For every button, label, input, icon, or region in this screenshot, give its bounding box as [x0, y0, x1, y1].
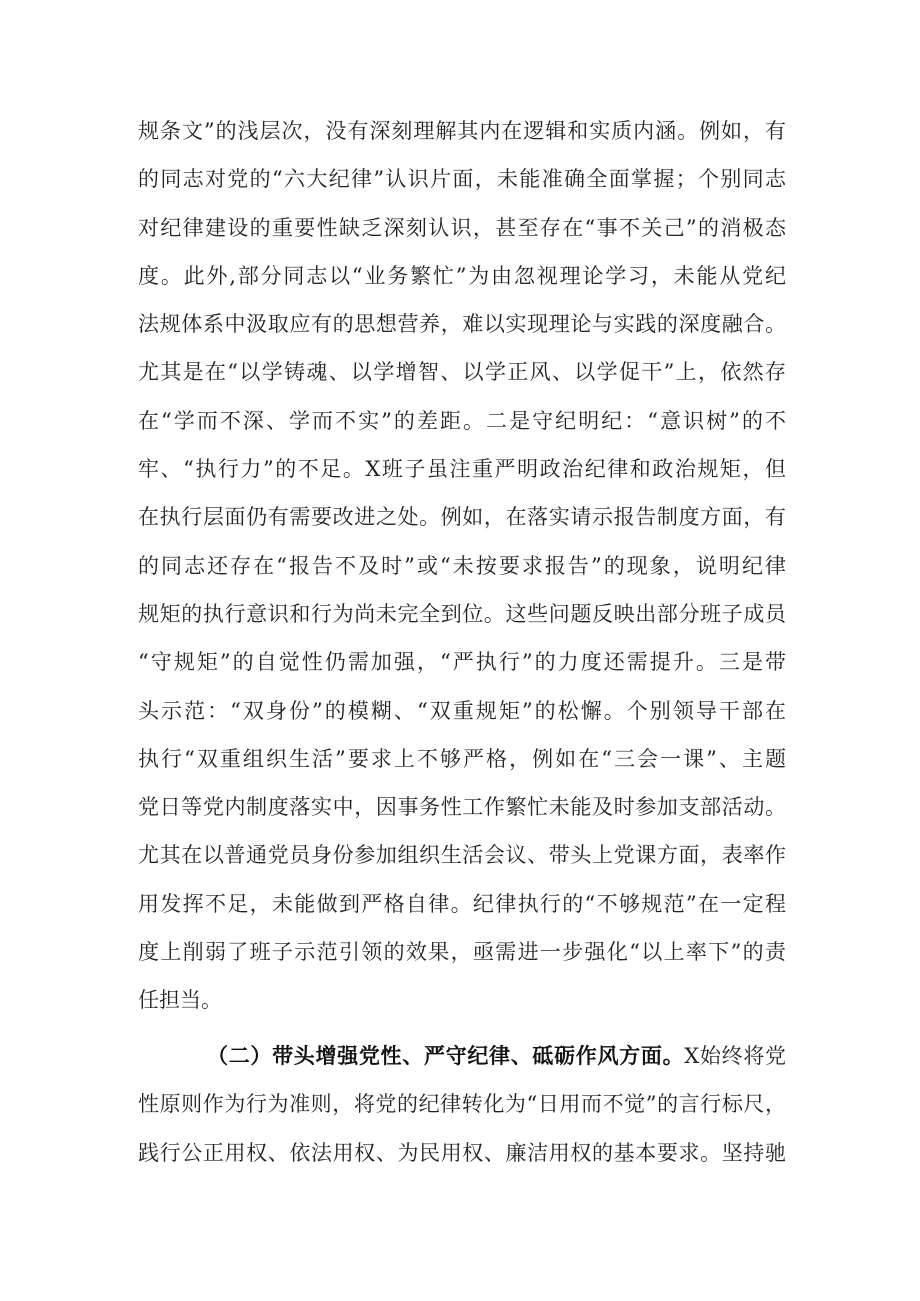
text-line: 尤其是在“以学铸魂、以学增智、以学正风、以学促干”上，依然存 — [138, 360, 786, 385]
text-line: 对纪律建设的重要性缺乏深刻认识，甚至存在“事不关己”的消极态 — [138, 215, 786, 240]
text-line: 性原则作为行为准则，将党的纪律转化为“日用而不觉”的言行标尺， — [138, 1092, 786, 1117]
text-line: 头示范：“双身份”的模糊、“双重规矩”的松懈。个别领导干部在 — [138, 698, 786, 723]
body-paragraph — [138, 107, 786, 1025]
text-line: 规矩的执行意识和行为尚未完全到位。这些问题反映出部分班子成员 — [138, 601, 786, 626]
text-line: 牢、“执行力”的不足。X班子虽注重严明政治纪律和政治规矩，但 — [138, 457, 786, 482]
text-line: “守规矩”的自觉性仍需加强，“严执行”的力度还需提升。三是带 — [138, 650, 786, 675]
text-line: 任担当。 — [138, 988, 222, 1013]
section-first-line — [138, 1032, 786, 1080]
text-line: 在“学而不深、学而不实”的差距。二是守纪明纪：“意识树”的不 — [138, 408, 786, 433]
section-paragraph — [138, 1032, 786, 1177]
text-line: 的同志对党的“六大纪律”认识片面，未能准确全面掌握；个别同志 — [138, 167, 786, 192]
text-line: 法规体系中汲取应有的思想营养，难以实现理论与实践的深度融合。 — [138, 312, 786, 337]
section-heading: （二）带头增强党性、严守纪律、砥砺作风方面。 — [207, 1043, 685, 1068]
text-line: 用发挥不足，未能做到严格自律。纪律执行的“不够规范”在一定程 — [138, 891, 786, 916]
section-first-line-rest: X始终将党 — [684, 1044, 787, 1068]
text-line: 度上削弱了班子示范引领的效果，亟需进一步强化“以上率下”的责 — [138, 940, 786, 965]
text-line: 尤其在以普通党员身份参加组织生活会议、带头上党课方面，表率作 — [138, 843, 786, 868]
text-line: 的同志还存在“报告不及时”或“未按要求报告”的现象，说明纪律 — [138, 553, 786, 578]
text-line: 在执行层面仍有需要改进之处。例如，在落实请示报告制度方面，有 — [138, 505, 786, 530]
text-line: 规条文”的浅层次，没有深刻理解其内在逻辑和实质内涵。例如，有 — [138, 119, 786, 143]
text-line: 度。此外,部分同志以“业务繁忙”为由忽视理论学习，未能从党纪 — [138, 263, 786, 288]
text-line: 执行“双重组织生活”要求上不够严格，例如在“三会一课”、主题 — [138, 746, 786, 771]
text-line: 践行公正用权、依法用权、为民用权、廉洁用权的基本要求。坚持驰 — [138, 1140, 786, 1165]
text-line: 党日等党内制度落实中，因事务性工作繁忙未能及时参加支部活动。 — [138, 795, 786, 820]
